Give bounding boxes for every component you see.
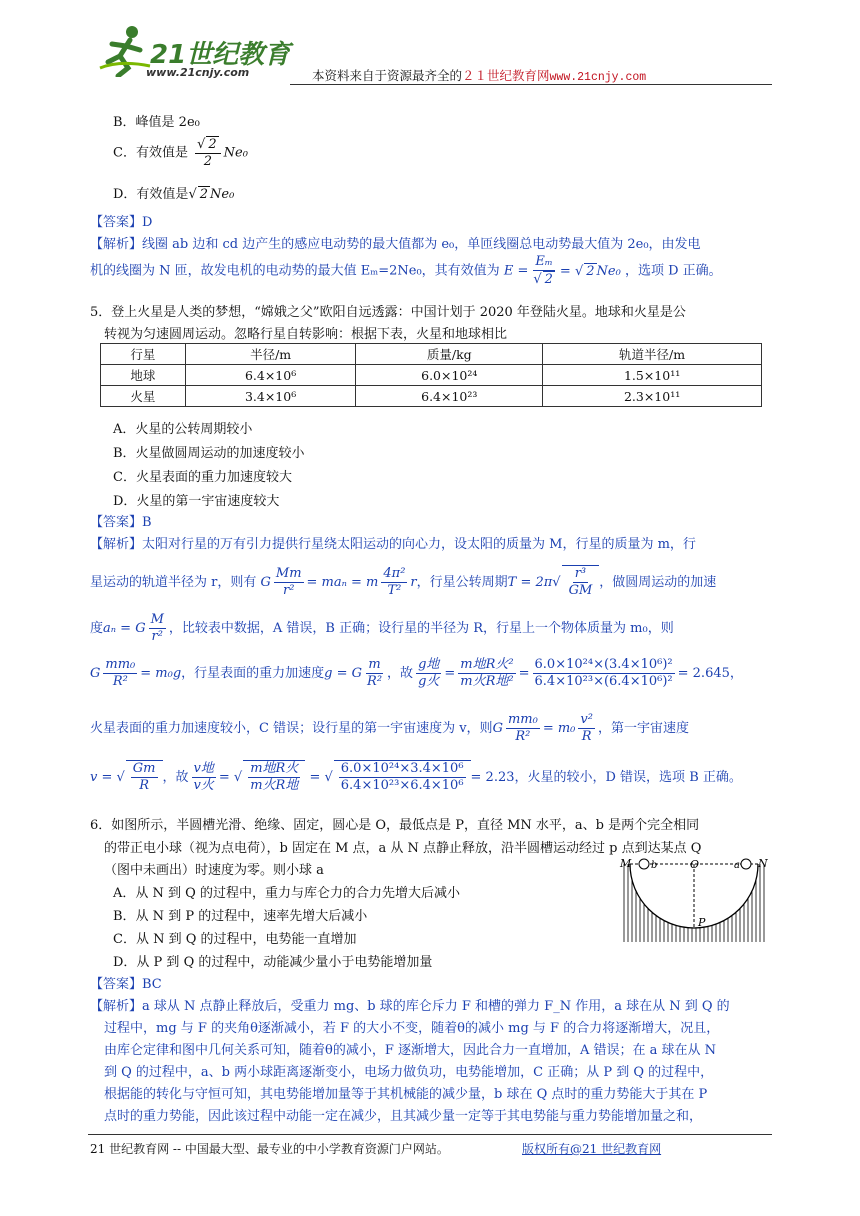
header-tagline: 本资料来自于资源最齐全的２１世纪教育网www.21cnjy.com: [312, 68, 647, 84]
q5-analysis-3: 度aₙ = G $\frac{M}{\text{r²}}$ ，比较表中数据，A 错误，B 正确；设行星的半径为 R，行星上一个物体质量为 m₀，则: [90, 612, 674, 644]
label-a: a: [734, 860, 740, 871]
footer-copyright-link[interactable]: 版权所有@21 世纪教育网: [522, 1142, 662, 1156]
table-cell: 火星: [101, 386, 186, 407]
semicircle-figure: [618, 858, 770, 944]
q6-analysis-2: 过程中，mg 与 F 的夹角θ逐渐减小，若 F 的大小不变，随着θ的减小 mg 与 F 的合力将逐渐增大，况且，: [104, 1021, 720, 1036]
table-cell: 6.0×10²⁴: [356, 365, 543, 386]
q5-stem-2: 转视为匀速圆周运动。忽略行星自转影响：根据下表，火星和地球相比: [104, 327, 508, 342]
q4-option-b: B．峰值是 2e₀: [113, 115, 200, 130]
table-header: 半径/m: [185, 344, 356, 365]
table-row: [101, 365, 762, 386]
q5-analysis-4: G $\frac{\text{mm₀}}{\text{R²}}$ = m₀g，行星表面的重力加速度g = G $\frac{m}{\text{R²}}$ ，故 $\frac{\text{g地}}{\text{g火}}$ = $\frac{\text{m地R火²}}{\text{m火R地²}}$ = $\frac{\text{6.0×10²⁴×(3.4×10⁶)²}}{\text{6.4×10²³×(6.4×10⁶)²}}$ = 2.645，: [90, 657, 743, 689]
semicircle-diagram: [618, 858, 770, 944]
label-o: O: [690, 858, 700, 871]
logo: [90, 22, 290, 82]
q6-analysis-5: 根据能的转化与守恒可知，其电势能增加量等于其机械能的减少量，b 球在 Q 点时的重力势能大于其在 P: [104, 1087, 708, 1102]
table-header: 行星: [101, 344, 186, 365]
q6-stem-1: 6．如图所示，半圆槽光滑、绝缘、固定，圆心是 O，最低点是 P，直径 MN 水平，a、b 是两个完全相同: [90, 818, 700, 833]
q5-option-d: D．火星的第一宇宙速度较大: [113, 494, 280, 509]
q6-option-d: D．从 P 到 Q 的过程中，动能减少量小于电势能增加量: [113, 955, 433, 970]
label-n: N: [758, 858, 768, 870]
q6-option-b: B．从 N 到 P 的过程中，速率先增大后减小: [113, 909, 368, 924]
q4-option-d: D．有效值是√ 2 Ne₀: [113, 187, 235, 202]
q6-stem-2: 的带正电小球（视为点电荷），b 固定在 M 点，a 从 N 点静止释放，沿半圆槽运动经过 p 点到达某点 Q: [104, 841, 702, 856]
planet-table: [100, 343, 762, 407]
footer-left: 21 世纪教育网 -- 中国最大型、最专业的中小学教育资源门户网站。: [90, 1142, 449, 1156]
q6-stem-3: （图中未画出）时速度为零。则小球 a: [104, 863, 324, 878]
q5-option-b: B．火星做圆周运动的加速度较小: [113, 446, 305, 461]
table-cell: 3.4×10⁶: [185, 386, 356, 407]
q6-answer: 【答案】BC: [90, 977, 162, 992]
table-cell: 6.4×10²³: [356, 386, 543, 407]
q5-analysis-1: 【解析】太阳对行星的万有引力提供行星绕太阳运动的向心力，设太阳的质量为 M，行星的质量为 m，行: [90, 537, 696, 552]
q4-analysis-1: 【解析】线圈 ab 边和 cd 边产生的感应电动势的最大值都为 e₀，单匝线圈总电动势最大值为 2e₀，由发电: [90, 237, 701, 252]
ball-b-icon: [639, 859, 649, 869]
q4-option-c: C．有效值是 $\frac{√ 2}{2}$ Ne₀: [113, 137, 248, 169]
table-header: 轨道半径/m: [543, 344, 762, 365]
q5-option-c: C．火星表面的重力加速度较大: [113, 470, 292, 485]
label-p: P: [698, 916, 706, 929]
label-m: M: [620, 858, 632, 870]
q4-answer: 【答案】D: [90, 215, 153, 230]
ball-a-icon: [741, 859, 751, 869]
table-cell: 2.3×10¹¹: [543, 386, 762, 407]
q6-analysis-3: 由库仑定律和图中几何关系可知，随着θ的减小，F 逐渐增大，因此合力一直增加，A 错误；在 a 球在从 N: [104, 1043, 717, 1058]
q5-stem-1: 5．登上火星是人类的梦想，“嫦娥之父”欧阳自远透露：中国计划于 2020 年登陆火星。地球和火星是公: [90, 305, 686, 320]
q4-analysis-2: 机的线圈为 N 匝，故发电机的电动势的最大值 Eₘ=2Ne₀，其有效值为 E = $\frac{\text{Eₘ}}{√ 2}$ = √ 2 Ne₀ ，选项 D 正确。: [90, 254, 722, 287]
q6-analysis-4: 到 Q 的过程中，a、b 两小球距离逐渐变小，电场力做负功，电势能增加，C 正确；从 P 到 Q 的过程中，: [104, 1065, 714, 1080]
q6-option-c: C．从 N 到 Q 的过程中，电势能一直增加: [113, 932, 357, 947]
header-rule: [290, 84, 772, 85]
table-header-row: [101, 344, 762, 365]
logo-url: www.21cnjy.com: [146, 66, 250, 79]
q5-analysis-6: v = √ $\frac{Gm}{R}$ ，故 $\frac{\text{v地}}{\text{v火}}$ = √ $\frac{\text{m地R火}}{\text{m火R地}}$ = √ $\frac{\text{6.0×10²⁴×3.4×10⁶}}{\text{6.4×10²³×6.4×10⁶}}$ = 2.23，火星的较小，D 错误，选项 B 正确。: [90, 761, 742, 793]
table-header: 质量/kg: [356, 344, 543, 365]
table-cell: 1.5×10¹¹: [543, 365, 762, 386]
q5-answer: 【答案】B: [90, 515, 152, 530]
q5-analysis-5: 火星表面的重力加速度较小，C 错误；设行星的第一宇宙速度为 v，则G $\frac{\text{mm₀}}{\text{R²}}$ = m₀ $\frac{\text{v²}}{R}$ ，第一宇宙速度: [90, 712, 689, 744]
q6-analysis-6: 点时的重力势能，因此该过程中动能一定在减少，且其减少量一定等于其电势能与重力势能增加量之和，: [104, 1109, 703, 1124]
table-cell: 6.4×10⁶: [185, 365, 356, 386]
label-b: b: [651, 860, 658, 871]
table-row: [101, 386, 762, 407]
logo-main: 21世纪教育: [150, 40, 291, 70]
q6-option-a: A．从 N 到 Q 的过程中，重力与库仑力的合力先增大后减小: [113, 886, 460, 901]
q5-analysis-2: 星运动的轨道半径为 r，则有 G $\frac{Mm}{\text{r²}}$ = maₙ = m $\frac{\text{4π²}}{\text{T²}}$ r，行星公转周期T = 2π√ $\frac{\text{r³}}{GM}$ ，做圆周运动的加速: [90, 566, 717, 598]
q5-option-a: A．火星的公转周期较小: [113, 422, 253, 437]
footer-rule: [88, 1134, 772, 1135]
table-cell: 地球: [101, 365, 186, 386]
q6-analysis-1: 【解析】a 球从 N 点静止释放后，受重力 mg、b 球的库仑斥力 F 和槽的弹力 F_N 作用，a 球在从 N 到 Q 的: [90, 999, 730, 1014]
